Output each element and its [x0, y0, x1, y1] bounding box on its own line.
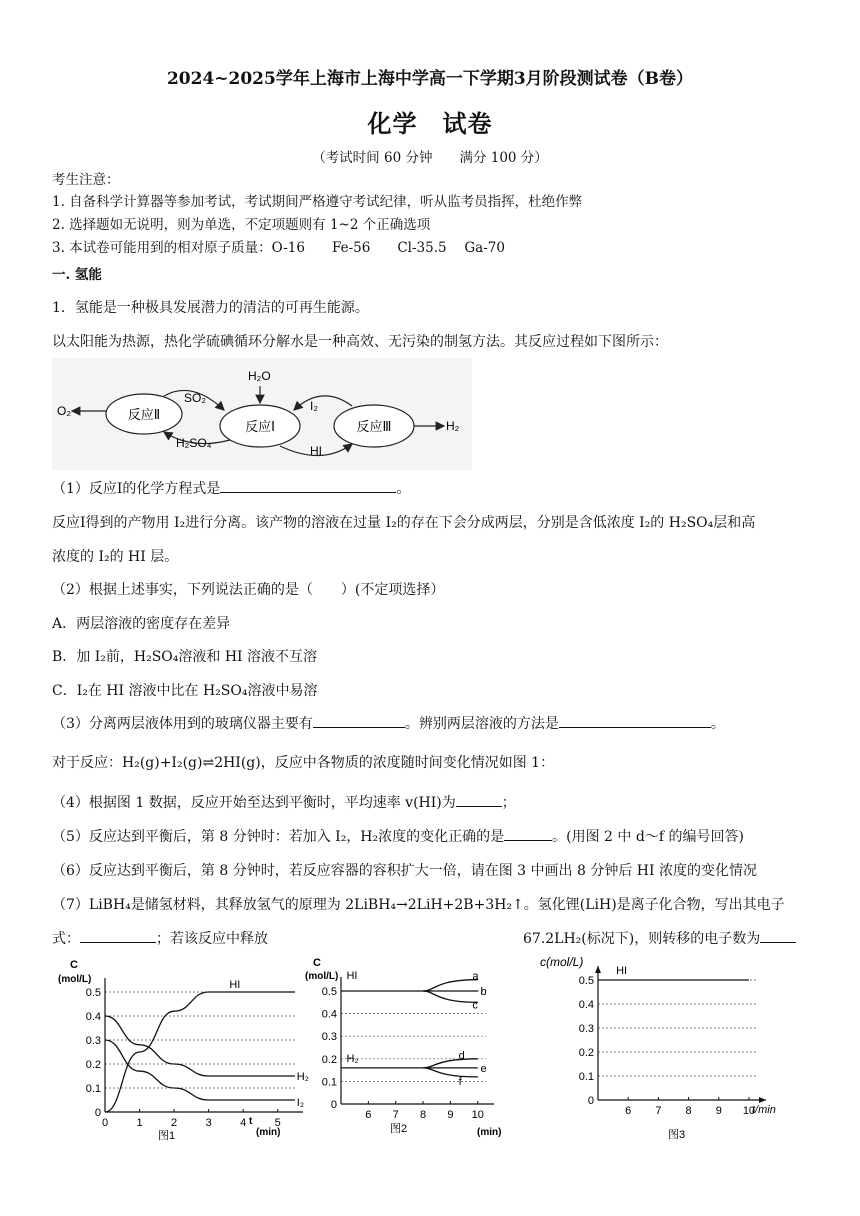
fig1-ytick-label: 0.5	[85, 987, 101, 999]
reaction-2-label: 反应Ⅱ	[127, 407, 161, 422]
answer-blank-4[interactable]	[456, 792, 502, 807]
fig1-ylabel: C	[70, 959, 78, 971]
q1-intro: 1．氢能是一种极具发展潜力的清洁的可再生能源。	[52, 300, 369, 316]
fig3-y-axis-arrow	[595, 966, 601, 973]
fig1-xtick-label: 2	[171, 1117, 178, 1129]
fig2-series-f-label: f	[458, 1075, 462, 1088]
fig2-xtick-label: 8	[420, 1109, 427, 1121]
q1-part7-line1: （7）LiBH₄是储氢材料，其释放氢气的原理为 2LiBH₄→2LiH+2B+3H₂↑。氢化锂(LiH)是离子化合物，写出其电子	[52, 897, 785, 913]
h2so4-label: H₂SO₄	[176, 436, 212, 450]
answer-blank-3b[interactable]	[559, 713, 711, 728]
fig3-xtick-label: 6	[625, 1105, 632, 1117]
fig1-series-I₂-label: I₂	[296, 1097, 305, 1109]
fig1-ytick-label: 0.3	[85, 1035, 101, 1047]
fig2-ytick-label: 0.5	[321, 986, 337, 998]
q1-part6: （6）反应达到平衡后，第 8 分钟时，若反应容器的容积扩大一倍，请在图 3 中画出 8 分钟后 HI 浓度的变化情况	[52, 863, 757, 879]
fig2-xunit: (min)	[477, 1127, 502, 1138]
fig1-xtick-label: 1	[136, 1117, 143, 1129]
fig3-x-axis-arrow	[759, 1097, 766, 1103]
fig1-xtick-label: 0	[101, 1117, 109, 1129]
q1-part1: （1）反应Ⅰ的化学方程式是 。	[52, 478, 410, 498]
fig3-caption: 图3	[668, 1129, 686, 1141]
fig2-series-b-label: b	[480, 986, 487, 998]
fig3-ytick-label: 0.1	[578, 1071, 594, 1083]
fig2-ytick-label: 0.4	[321, 1008, 337, 1021]
q1-part7-line2: 式： ；若该反应中释放	[52, 928, 268, 948]
fig2-series-d-line	[423, 1059, 478, 1068]
h2o-label: H₂O	[248, 369, 271, 383]
option-a[interactable]: A．两层溶液的密度存在差异	[52, 616, 231, 632]
fig2-series-a-line	[423, 980, 478, 991]
fig2-series-HI-label: HI	[346, 970, 358, 982]
figure-2-chart	[305, 952, 515, 1142]
fig2-series-f-line	[423, 1068, 478, 1077]
note-item-2: 2. 选择题如无说明，则为单选，不定项题则有 1~2 个正确选项	[52, 217, 431, 233]
sulfur-iodine-cycle-diagram	[52, 358, 472, 470]
fig2-ytick-label: 0	[330, 1099, 337, 1111]
fig1-caption: 图1	[158, 1130, 176, 1142]
fig2-series-c-label: c	[472, 999, 478, 1012]
fig2-ytick-label: 0.1	[321, 1076, 337, 1089]
fig2-series-H₂-label: H₂	[346, 1052, 359, 1065]
so2-label: SO₂	[184, 391, 206, 405]
reaction-3-label: 反应Ⅲ	[356, 419, 392, 434]
note-item-3: 3. 本试卷可能用到的相对原子质量：O-16 Fe-56 Cl-35.5 Ga-70	[52, 240, 505, 256]
q1-context: 以太阳能为热源，热化学硫碘循环分解水是一种高效、无污染的制氢方法。其反应过程如下图所示：	[52, 334, 668, 350]
fig3-xtick-label: 10	[742, 1105, 756, 1117]
fig3-ylabel: c(mol/L)	[540, 955, 584, 969]
answer-blank-7b[interactable]	[760, 928, 796, 943]
q1-part7-line2-right: 67.2LH₂(标况下)，则转移的电子数为	[523, 928, 796, 948]
fig2-ytick-label: 0.3	[321, 1031, 337, 1044]
fig2-xtick-label: 7	[392, 1109, 399, 1121]
fig3-xtick-label: 7	[655, 1105, 662, 1117]
fig1-ytick-label: 0	[94, 1107, 101, 1119]
q1-para2-line1: 反应Ⅰ得到的产物用 I₂进行分离。该产物的溶液在过量 I₂的存在下会分成两层，分别是含低浓度 I₂的 H₂SO₄层和高	[52, 515, 756, 531]
exam-info: （考试时间 60 分钟 满分 100 分）	[312, 150, 548, 166]
fig3-ytick-label: 0.3	[578, 1023, 594, 1035]
option-c[interactable]: C．I₂在 HI 溶液中比在 H₂SO₄溶液中易溶	[52, 683, 318, 699]
figure-1-chart	[50, 952, 309, 1147]
answer-blank-3a[interactable]	[313, 713, 405, 728]
fig1-yunit: (mol/L)	[58, 974, 92, 985]
answer-blank-5[interactable]	[504, 826, 552, 841]
q1-para2-line2: 浓度的 I₂的 HI 层。	[52, 549, 179, 565]
fig2-series-a-label: a	[472, 970, 479, 983]
fig1-series-H₂-label: H₂	[296, 1071, 309, 1083]
fig2-caption: 图2	[390, 1123, 408, 1135]
fig2-yunit: (mol/L)	[305, 971, 339, 982]
fig3-ytick-label: 0	[587, 1095, 594, 1107]
fig1-xunit: (min)	[256, 1127, 281, 1138]
fig1-series-H₂-line	[105, 1016, 295, 1076]
fig1-ytick-label: 0.2	[85, 1059, 101, 1071]
subject-title: 化学 试卷	[367, 109, 493, 138]
fig1-xlabel: t	[249, 1116, 253, 1127]
note-item-1: 1. 自备科学计算器等参加考试，考试期间严格遵守考试纪律，听从监考员指挥，杜绝作弊	[52, 194, 583, 210]
fig1-xtick-label: 4	[240, 1117, 247, 1129]
fig2-xtick-label: 10	[471, 1109, 484, 1121]
option-b[interactable]: B．加 I₂前，H₂SO₄溶液和 HI 溶液不互溶	[52, 649, 318, 665]
q1-part5: （5）反应达到平衡后，第 8 分钟时：若加入 I₂，H₂浓度的变化正确的是 。(用图 2 中 d～f 的编号回答)	[52, 826, 744, 846]
fig3-xtick-label: 8	[685, 1105, 692, 1117]
answer-blank-7a[interactable]	[80, 928, 156, 943]
q1-part3: （3）分离两层液体用到的玻璃仪器主要有 。辨别两层溶液的方法是 。	[52, 713, 725, 733]
fig1-ytick-label: 0.1	[85, 1083, 101, 1095]
o2-label: O₂	[57, 404, 71, 418]
fig2-xtick-label: 9	[447, 1109, 454, 1121]
fig1-series-HI-label: HI	[229, 979, 241, 991]
fig1-series-I₂-line	[105, 1040, 295, 1100]
notes-heading: 考生注意：	[52, 172, 120, 188]
fig3-ytick-label: 0.5	[578, 975, 594, 987]
fig1-ytick-label: 0.4	[85, 1011, 101, 1023]
fig2-series-d-label: d	[458, 1049, 465, 1062]
fig3-xtick-label: 9	[715, 1105, 722, 1117]
i2-label: I₂	[310, 399, 318, 413]
fig2-ylabel: C	[313, 957, 321, 969]
answer-blank-1[interactable]	[220, 478, 396, 493]
section-heading: 一. 氢能	[52, 267, 102, 283]
fig1-series-HI-line	[105, 992, 295, 1112]
h2-label: H₂	[446, 419, 460, 433]
fig2-ytick-label: 0.2	[321, 1053, 337, 1066]
q1-part4: （4）根据图 1 数据，反应开始至达到平衡时，平均速率 v(HI)为 ；	[52, 792, 516, 812]
fig1-xtick-label: 3	[205, 1117, 212, 1129]
fig3-xlabel: t/min	[752, 1104, 776, 1116]
fig1-xtick-label: 5	[274, 1117, 281, 1129]
paper-title: 2024~2025学年上海市上海中学高一下学期3月阶段测试卷（B卷）	[166, 69, 694, 89]
fig2-series-e-label: e	[480, 1062, 487, 1075]
reaction-line: 对于反应：H₂(g)+I₂(g)⇌2HI(g)，反应中各物质的浓度随时间变化情况如图 1：	[52, 755, 555, 771]
figure-3-chart[interactable]	[540, 952, 790, 1147]
q1-part2: （2）根据上述事实，下列说法正确的是（ ）(不定项选择）	[52, 582, 445, 598]
fig2-series-c-line	[423, 991, 478, 1002]
hi-label: HI	[310, 444, 322, 458]
reaction-1-label: 反应Ⅰ	[245, 419, 275, 434]
fig3-ytick-label: 0.2	[578, 1047, 594, 1059]
fig3-series-HI-label: HI	[616, 965, 628, 977]
fig2-xtick-label: 6	[365, 1109, 372, 1121]
fig3-ytick-label: 0.4	[578, 999, 594, 1011]
